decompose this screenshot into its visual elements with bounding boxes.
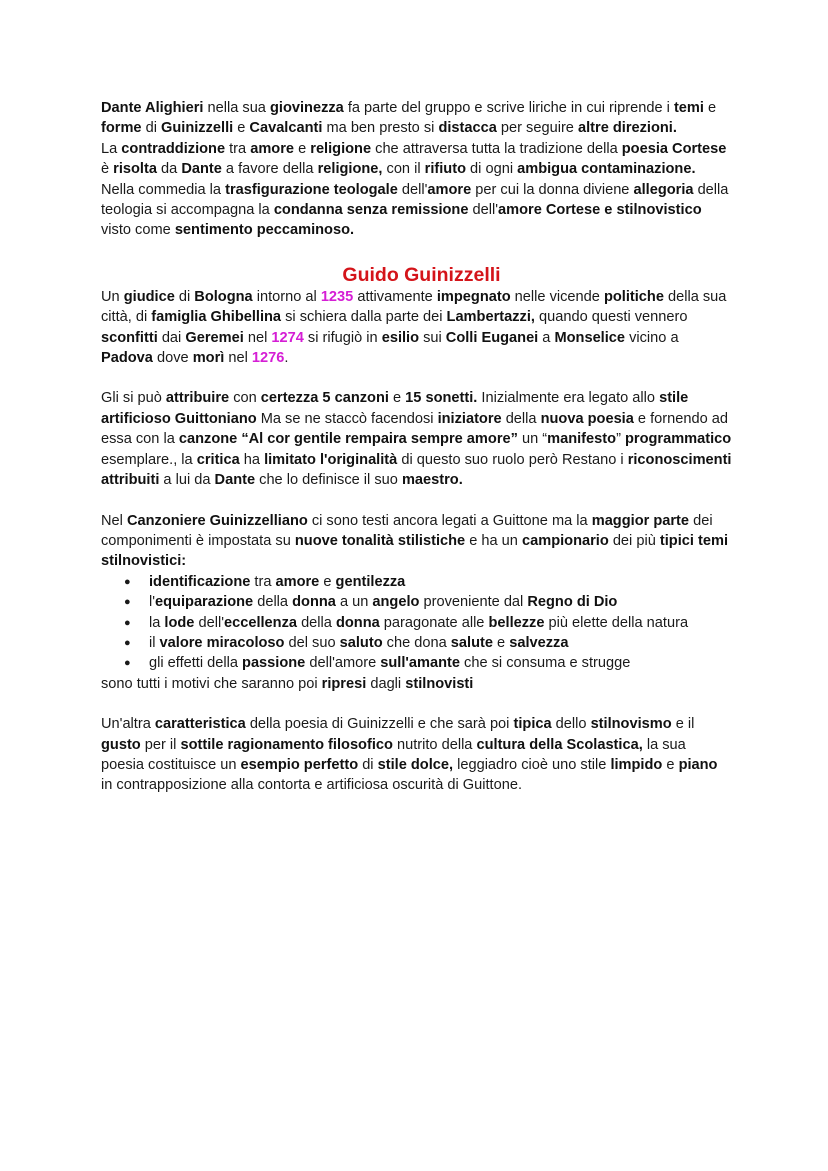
bold-text: Guinizzelli — [161, 120, 234, 137]
bold-text: bellezze — [488, 614, 545, 631]
bold-text: riconoscimenti attribuiti — [101, 451, 732, 489]
bold-text: nuova poesia — [540, 410, 634, 427]
text-run: sui — [419, 329, 446, 346]
bold-text: stile artificioso Guittoniano — [101, 390, 689, 427]
text-run: e — [703, 100, 717, 116]
text-run: nutrito della — [392, 736, 477, 753]
bold-text: Dante — [214, 472, 256, 489]
text-run: e il — [671, 716, 695, 733]
text-run: leggiadro cioè uno stile — [453, 756, 611, 773]
text-run: La — [101, 140, 122, 157]
text-run: è — [101, 161, 114, 178]
bold-text: programmatico — [624, 431, 732, 448]
list-item — [101, 633, 732, 653]
bold-text: Dante Alighieri — [101, 100, 204, 116]
bold-text: valore miracoloso — [159, 634, 285, 651]
text-run: gli effetti della — [149, 655, 243, 672]
bold-text: Dante — [181, 161, 222, 178]
text-run: dei più — [608, 532, 660, 549]
text-run: paragonate alle — [379, 614, 489, 631]
section-title: Guido Guinizzelli — [342, 263, 501, 286]
bold-text: amore — [250, 140, 295, 157]
bold-text: sentimento peccaminoso. — [174, 222, 355, 239]
text-run: a un — [335, 594, 373, 611]
bold-text: gusto — [101, 736, 141, 753]
bold-text: stilnovisti — [405, 675, 474, 692]
bold-text: angelo — [372, 594, 420, 611]
text-run: per seguire — [496, 120, 578, 137]
text-run: proveniente dal — [419, 594, 528, 611]
bold-text: Bologna — [194, 288, 253, 305]
text-run: dello — [551, 716, 591, 733]
spacer — [101, 694, 732, 714]
bold-text: Padova — [101, 350, 153, 367]
text-run: della sua città, di — [101, 288, 727, 326]
text-run: Nel — [101, 512, 127, 529]
bold-text: campionario — [521, 532, 609, 549]
bold-text: piano — [678, 756, 718, 773]
text-run: nelle vicende — [510, 288, 604, 305]
paragraph-dante-youth — [101, 98, 732, 139]
bold-text: temi — [673, 100, 704, 116]
text-run: Ma se ne staccò facendosi — [256, 410, 438, 427]
spacer — [101, 368, 732, 388]
text-run: e — [319, 573, 336, 590]
text-run: a favore della — [221, 161, 318, 178]
bold-text: impegnato — [436, 288, 511, 305]
bold-text: critica — [196, 451, 240, 468]
bold-text: Colli Euganei — [445, 329, 539, 346]
bold-text: saluto — [339, 634, 383, 651]
spacer — [101, 491, 732, 511]
bold-text: giovinezza — [269, 100, 344, 116]
bold-text: poesia Cortese — [621, 140, 727, 157]
bold-text: maggior parte — [591, 512, 690, 529]
text-run: Inizialmente era legato allo — [477, 390, 660, 407]
bold-text: donna — [292, 594, 336, 611]
bold-text: allegoria — [633, 181, 694, 198]
bold-text: Canzoniere Guinizzelliano — [126, 512, 308, 529]
list-item — [101, 653, 732, 673]
bold-text: distacca — [438, 120, 497, 137]
text-run: dei componimenti è impostata su — [101, 512, 713, 549]
text-run: attivamente — [353, 288, 437, 305]
bold-text: cultura della Scolastica, — [476, 736, 643, 753]
text-run: dagli — [366, 675, 406, 692]
bold-text: attribuire — [165, 390, 230, 407]
text-run: la — [149, 614, 165, 631]
text-run: di — [358, 756, 378, 773]
text-run: e — [294, 140, 311, 157]
text-run: della teologia si accompagna la — [101, 181, 729, 219]
list-item — [101, 592, 732, 612]
bold-text: 15 sonetti. — [405, 390, 478, 407]
bold-text: tipici temi stilnovistici: — [101, 532, 729, 570]
list-item — [101, 572, 732, 592]
bold-text: rifiuto — [424, 161, 466, 178]
text-run: della — [297, 614, 336, 631]
bold-text: identificazione — [149, 573, 251, 590]
text-run: nella sua — [203, 100, 270, 116]
bold-text: limpido — [610, 756, 663, 773]
text-run: si schiera dalla parte dei — [281, 309, 447, 326]
bold-text: Lambertazzi, — [446, 309, 535, 326]
bold-text: forme — [101, 120, 142, 137]
text-run: il — [149, 634, 160, 651]
text-run: di ogni — [466, 161, 518, 178]
bold-text: Monselice — [554, 329, 626, 346]
text-run: esemplare., la — [101, 451, 197, 468]
text-run: nel — [224, 350, 252, 367]
text-run: dell'amore — [305, 655, 381, 672]
text-run: in contrapposizione alla contorta e artificiosa oscurità di Guittone. — [101, 777, 523, 794]
bold-text: iniziatore — [437, 410, 502, 427]
text-run: che attraversa tutta la tradizione della — [371, 140, 622, 157]
paragraph-biography — [101, 287, 732, 369]
text-run: tra — [225, 140, 251, 157]
bold-text: lode — [164, 614, 195, 631]
bold-text: sconfitti — [101, 329, 158, 346]
bold-text: passione — [242, 655, 306, 672]
text-run: ma ben presto si — [322, 120, 439, 137]
bold-text: amore Cortese e stilnovistico — [498, 202, 702, 219]
bold-text: amore — [427, 181, 472, 198]
bold-text: canzone “Al cor gentile rempaira sempre amore” — [178, 431, 518, 448]
paragraph-characteristics — [101, 714, 732, 796]
bold-text: certezza 5 canzoni — [260, 390, 389, 407]
text-run: la sua poesia costituisce un — [101, 736, 686, 773]
bold-text: amore — [275, 573, 320, 590]
bold-text: esempio perfetto — [240, 756, 359, 773]
text-run: Gli si può — [101, 390, 166, 407]
date-highlight: 1235 — [320, 288, 354, 305]
bold-text: Cavalcanti — [249, 120, 323, 137]
text-run: che lo definisce il suo — [255, 472, 402, 489]
bold-text: stilnovismo — [590, 716, 672, 733]
text-run: e — [388, 390, 406, 407]
bold-text: religione, — [317, 161, 383, 178]
bold-text: Geremei — [185, 329, 244, 346]
text-run: dai — [157, 329, 186, 346]
text-run: della — [501, 410, 541, 427]
bold-text: tipica — [513, 716, 552, 733]
bold-text: donna — [335, 614, 380, 631]
text-run: di — [141, 120, 162, 137]
paragraph-love-religion — [101, 139, 732, 241]
text-run: dell' — [397, 181, 428, 198]
text-run: sono tutti i motivi che saranno poi — [101, 675, 322, 692]
text-run: a — [538, 329, 555, 346]
text-run: nel — [243, 329, 272, 346]
text-run: un “ — [517, 431, 548, 448]
text-run: con il — [382, 161, 425, 178]
bold-text: esilio — [381, 329, 420, 346]
bold-text: nuove tonalità stilistiche — [294, 532, 466, 549]
text-run: per cui la donna diviene — [471, 181, 634, 198]
date-highlight: 1274 — [271, 329, 304, 346]
bold-text: equiparazione — [155, 594, 254, 611]
paragraph-canzoniere — [101, 511, 732, 572]
text-run: per il — [140, 736, 181, 753]
text-run: della poesia di Guinizzelli e che sarà poi — [245, 716, 514, 733]
text-run: del suo — [284, 634, 340, 651]
text-run: e fornendo ad essa con la — [101, 410, 728, 448]
text-run: con — [229, 390, 261, 407]
text-run: ” — [616, 431, 625, 448]
bold-text: famiglia Ghibellina — [151, 309, 282, 326]
text-run: più elette della natura — [544, 614, 689, 631]
bold-text: trasfigurazione teologale — [225, 181, 398, 198]
text-run: ha — [239, 451, 265, 468]
bold-text: salvezza — [509, 634, 569, 651]
bold-text: stile dolce, — [377, 756, 454, 773]
text-run: di questo suo ruolo però Restano i — [397, 451, 628, 468]
text-run: Un — [101, 288, 124, 305]
text-run: dove — [152, 350, 193, 367]
text-run: vicino a — [625, 329, 679, 346]
text-run: che dona — [382, 634, 451, 651]
bold-text: ripresi — [321, 675, 367, 692]
text-run: Nella commedia la — [101, 181, 226, 198]
bold-text: salute — [450, 634, 493, 651]
text-run: si rifugiò in — [303, 329, 382, 346]
bold-text: politiche — [603, 288, 664, 305]
bold-text: morì — [192, 350, 225, 367]
text-run: dell' — [468, 202, 499, 219]
bold-text: limitato l'originalità — [264, 451, 398, 468]
paragraph-works — [101, 388, 732, 490]
bold-text: Regno di Dio — [527, 594, 618, 611]
date-highlight: 1276 — [251, 350, 285, 367]
bold-text: maestro. — [401, 472, 463, 489]
bold-text: giudice — [123, 288, 175, 305]
bold-text: contraddizione — [121, 140, 226, 157]
bold-text: condanna senza remissione — [273, 202, 469, 219]
text-run: che si consuma e strugge — [460, 655, 631, 672]
bold-text: gentilezza — [335, 573, 406, 590]
text-run: da — [156, 161, 182, 178]
text-run: ci sono testi ancora legati a Guittone ma la — [307, 512, 592, 529]
bold-text: sottile ragionamento filosofico — [180, 736, 393, 753]
text-run: fa parte del gruppo e scrive liriche in cui riprende i — [343, 100, 674, 116]
text-run: dell' — [194, 614, 224, 631]
bold-text: eccellenza — [223, 614, 298, 631]
text-run: quando questi vennero — [534, 309, 688, 326]
bold-text: ambigua contaminazione. — [517, 161, 696, 178]
text-run: Un'altra — [101, 716, 155, 733]
text-run: a lui da — [159, 472, 215, 489]
text-run: e — [492, 634, 510, 651]
text-run: della — [253, 594, 293, 611]
text-run: visto come — [101, 222, 175, 239]
text-run: e ha un — [465, 532, 522, 549]
themes-list — [101, 572, 732, 674]
bold-text: sull'amante — [380, 655, 460, 672]
bold-text: risolta — [113, 161, 157, 178]
text-run: e — [233, 120, 250, 137]
bold-text: altre direzioni. — [577, 120, 677, 137]
text-run: di — [174, 288, 195, 305]
text-run: e — [662, 756, 679, 773]
bold-text: manifesto — [547, 431, 617, 448]
text-run: . — [284, 350, 289, 367]
text-run: tra — [250, 573, 276, 590]
text-run: l' — [149, 594, 156, 611]
paragraph-motifs — [101, 674, 732, 694]
list-item — [101, 613, 732, 633]
bold-text: religione — [310, 140, 372, 157]
text-run: intorno al — [252, 288, 321, 305]
bold-text: caratteristica — [154, 716, 246, 733]
